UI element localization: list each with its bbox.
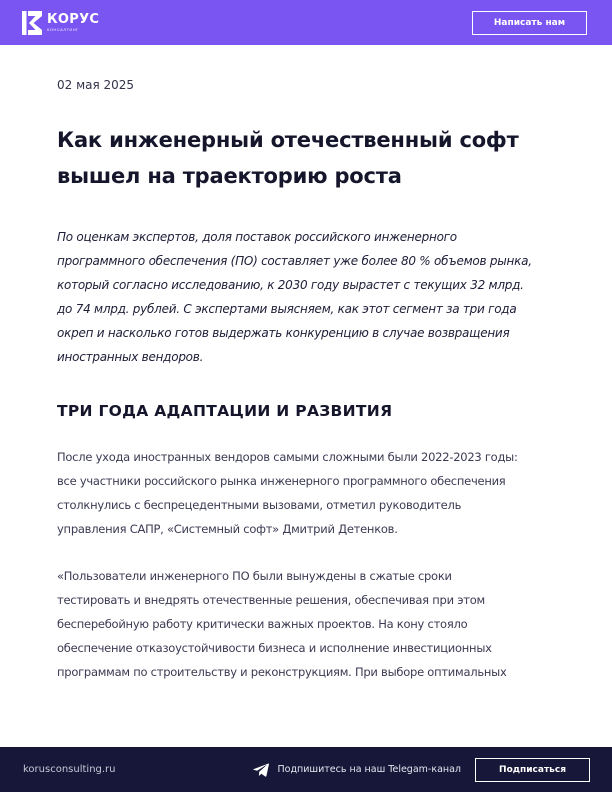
lead-line: программного обеспечения (ПО) составляет уже более 80 % объемов рынка, <box>57 254 532 268</box>
telegram-link[interactable] <box>253 763 461 777</box>
paragraph-line: «Пользователи инженерного ПО были вынуждены в сжатые сроки <box>57 569 452 583</box>
paragraph-line: тестировать и внедрять отечественные решения, обеспечивая при этом <box>57 593 485 607</box>
article-title-line: вышел на траекторию роста <box>57 164 402 188</box>
article <box>57 78 557 684</box>
lead-line: иностранных вендоров. <box>57 350 204 364</box>
lead-line: который согласно исследованию, к 2030 году вырастет с текущих 32 млрд. <box>57 278 524 292</box>
site-footer <box>0 747 612 792</box>
logo-text <box>47 13 99 32</box>
paragraph-line: обеспечение отказоустойчивости бизнеса и исполнение инвестиционных <box>57 641 492 655</box>
article-date: 02 мая 2025 <box>57 78 135 92</box>
paragraph-line: бесперебойную работу критически важных проектов. На кону стояло <box>57 617 468 631</box>
korus-logo-icon <box>22 11 42 35</box>
article-paragraph <box>57 445 562 541</box>
contact-us-button[interactable]: Написать нам <box>472 11 587 35</box>
footer-actions <box>253 758 590 782</box>
telegram-icon <box>253 763 269 777</box>
article-paragraph <box>57 564 562 684</box>
site-header <box>0 0 612 45</box>
paragraph-line: все участники российского рынка инженерного программного обеспечения <box>57 474 506 488</box>
logo-subtext: КОНСАЛТИНГ <box>47 27 79 32</box>
paragraph-line: столкнулись с беспрецедентными вызовами, отметил руководитель <box>57 498 462 512</box>
paragraph-line: программам по строительству и реконструкциям. При выборе оптимальных <box>57 665 507 679</box>
article-title <box>57 122 557 194</box>
lead-line: до 74 млрд. рублей. С экспертами выясняем, как этот сегмент за три года <box>57 302 517 316</box>
article-lead <box>57 225 562 369</box>
subscribe-button[interactable]: Подписаться <box>475 758 590 782</box>
lead-line: По оценкам экспертов, доля поставок российского инженерного <box>57 230 457 244</box>
lead-line: окреп и насколько готов выдержать конкуренцию в случае возвращения <box>57 326 510 340</box>
paragraph-line: После ухода иностранных вендоров самыми сложными были 2022-2023 годы: <box>57 450 518 464</box>
paragraph-line: управления САПР, «Системный софт» Дмитрий Детенков. <box>57 522 398 536</box>
article-title-line: Как инженерный отечественный софт <box>57 128 519 152</box>
logo-word: КОРУС <box>47 12 100 27</box>
section-heading: ТРИ ГОДА АДАПТАЦИИ И РАЗВИТИЯ <box>57 402 393 420</box>
footer-site-link[interactable]: korusconsulting.ru <box>23 764 116 775</box>
korus-logo[interactable] <box>22 11 99 35</box>
telegram-text: Подпишитесь на наш Telegam-канал <box>277 764 461 775</box>
